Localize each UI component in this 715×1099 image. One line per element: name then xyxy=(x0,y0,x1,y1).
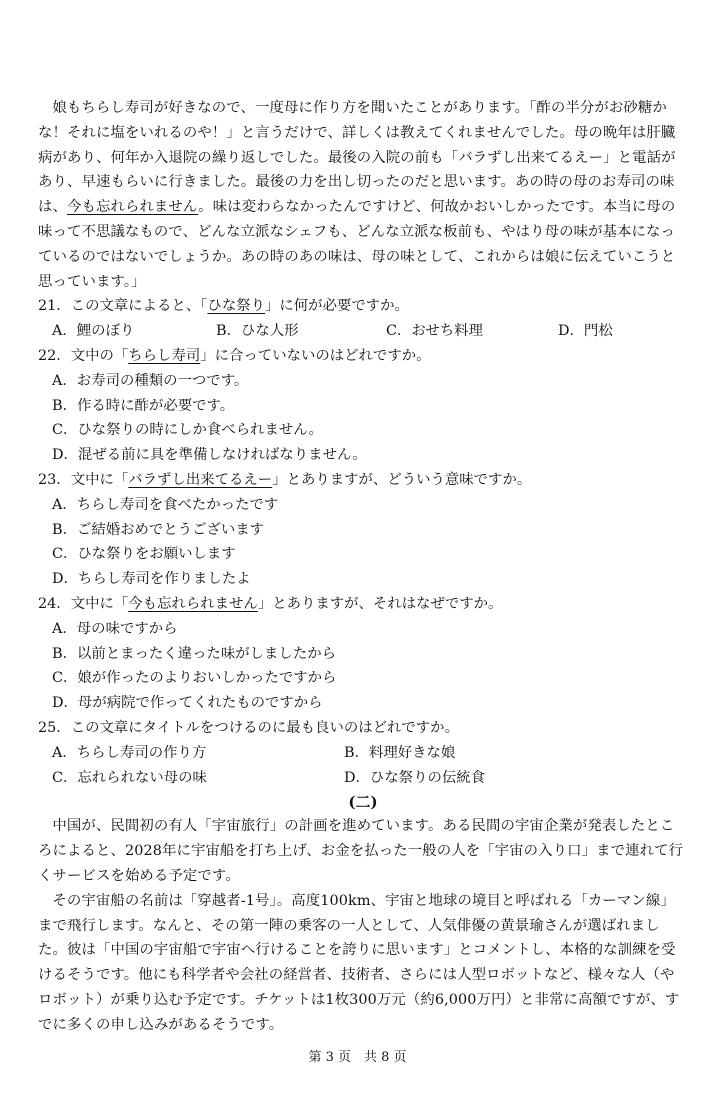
q25-option-b: B．料理好きな娘 xyxy=(344,744,456,761)
q22-option-a: A．お寿司の種類の一つです。 xyxy=(52,372,249,389)
q24-prefix: 24．文中に「 xyxy=(38,595,129,612)
question-25 xyxy=(38,716,688,741)
q21-option-d: D．門松 xyxy=(558,323,613,340)
passage-1-underline: 今も忘れられません xyxy=(66,199,199,216)
q21-option-a: A．鯉のぼり xyxy=(52,323,135,340)
q22-option-d: D．混ぜる前に具を準備しなければなりません。 xyxy=(52,447,367,464)
q24-suffix: 」とありますが、それはなぜですか。 xyxy=(257,595,503,612)
q24-underline: 今も忘れられません xyxy=(128,595,258,612)
q23-prefix: 23．文中に「 xyxy=(38,471,129,488)
q24-option-a: A．母の味ですから xyxy=(52,620,178,637)
q22-option-c: C．ひな祭りの時にしか食べられません。 xyxy=(52,422,323,439)
q22-option-b: B．作る時に酢が必要です。 xyxy=(52,397,235,414)
q21-suffix: 」に何が必要ですか。 xyxy=(265,298,409,315)
q21-option-b: B．ひな人形 xyxy=(216,323,299,340)
passage-1-text: 娘もちらし寿司が好きなので、一度母に作り方を聞いたことがあります。「酢の半分がお砂糖かな！それに塩をいれるのや！」と言うだけで、詳しくは教えてくれませんでした。母の晩年は肝臓病があり、何年か入退院の繰り返しでした。最後の入院の前も「バラずし出来てるえー」と電話があり、早速もらいに行きました。最後の力を出し切ったのだと思います。あの時の母のお寿司の味は、 xyxy=(38,100,676,216)
question-23 xyxy=(38,468,688,493)
q22-suffix: 」に合っていないのはどれですか。 xyxy=(200,347,431,364)
section-2-paragraph-1: 中国が、民間初の有人「宇宙旅行」の計画を進めています。ある民間の宇宙企業が発表したところによると、2028年に宇宙船を打ち上げ、お金を払った一般の人を「宇宙の入り口」まで連れて行くサービスを始める予定です。 xyxy=(38,818,684,884)
q22-prefix: 22．文中の「 xyxy=(38,347,129,364)
q24-option-d: D．母が病院で作ってくれたものですから xyxy=(52,695,323,712)
q21-underline: ひな祭り xyxy=(207,298,265,315)
q25-option-d: D．ひな祭りの伝統食 xyxy=(344,769,486,786)
section-2-title: (二) xyxy=(348,793,378,812)
q24-option-b: B．以前とまったく違った味がしましたから xyxy=(52,645,336,662)
q23-suffix: 」とありますが、どういう意味ですか。 xyxy=(272,471,532,488)
q25-options-row-1 xyxy=(52,741,688,766)
q25-options-row-2 xyxy=(52,766,688,791)
q25-option-c: C．忘れられない母の味 xyxy=(52,769,207,786)
exam-page xyxy=(38,96,688,1037)
q23-underline: バラずし出来てるえー xyxy=(128,471,273,488)
q23-option-b: B．ご結婚おめでとうございます xyxy=(52,521,265,538)
passage-1 xyxy=(38,96,688,294)
q23-option-d: D．ちらし寿司を作りましたよ xyxy=(52,571,251,588)
section-2-paragraph-2: その宇宙船の名前は「穿越者-1号」。高度100km、宇宙と地球の境目と呼ばれる「カーマン線」まで飛行します。なんと、その第一陣の乗客の一人として、人気俳優の黄景瑜さんが選ばれました。彼は「中国の宇宙船で宇宙へ行けることを誇りに思います」とコメントし、本格的な訓練を受けるそうです。他にも科学者や会社の経営者、技術者、さらには人型ロボットなど、様々な人（やロボット）が乗り込む予定です。チケットは1枚300万元（約6,000万円）と非常に高額ですが、すでに多くの申し込みがあるそうです。 xyxy=(38,892,680,1033)
question-24 xyxy=(38,592,688,617)
q23-option-c: C．ひな祭りをお願いします xyxy=(52,546,236,563)
q25-option-a: A．ちらし寿司の作り方 xyxy=(52,744,207,761)
passage-1-text-after: 。味は変わらなかったんですけど、何故かおいしかったです。本当に母の味って不思議なもので、どんな立派なシェフも、どんな立派な板前も、やはり母の味が基本になっているのではないでしょうか。あの時のあの味は、母の味として、これからは娘に伝えていこうと思っています。」 xyxy=(38,199,676,290)
q25-prefix: 25．この文章にタイトルをつけるのに最も良いのはどれですか。 xyxy=(38,719,459,736)
q21-prefix: 21．この文章によると、「 xyxy=(38,298,208,315)
page-footer: 第 3 页 共 8 页 xyxy=(308,1050,407,1065)
q24-option-c: C．娘が作ったのよりおいしかったですから xyxy=(52,670,337,687)
question-22 xyxy=(38,344,688,369)
q23-option-a: A．ちらし寿司を食べたかったです xyxy=(52,496,279,513)
q21-option-c: C．おせち料理 xyxy=(386,323,483,340)
question-21 xyxy=(38,294,688,319)
q21-options xyxy=(52,319,688,344)
q22-underline: ちらし寿司 xyxy=(128,347,201,364)
